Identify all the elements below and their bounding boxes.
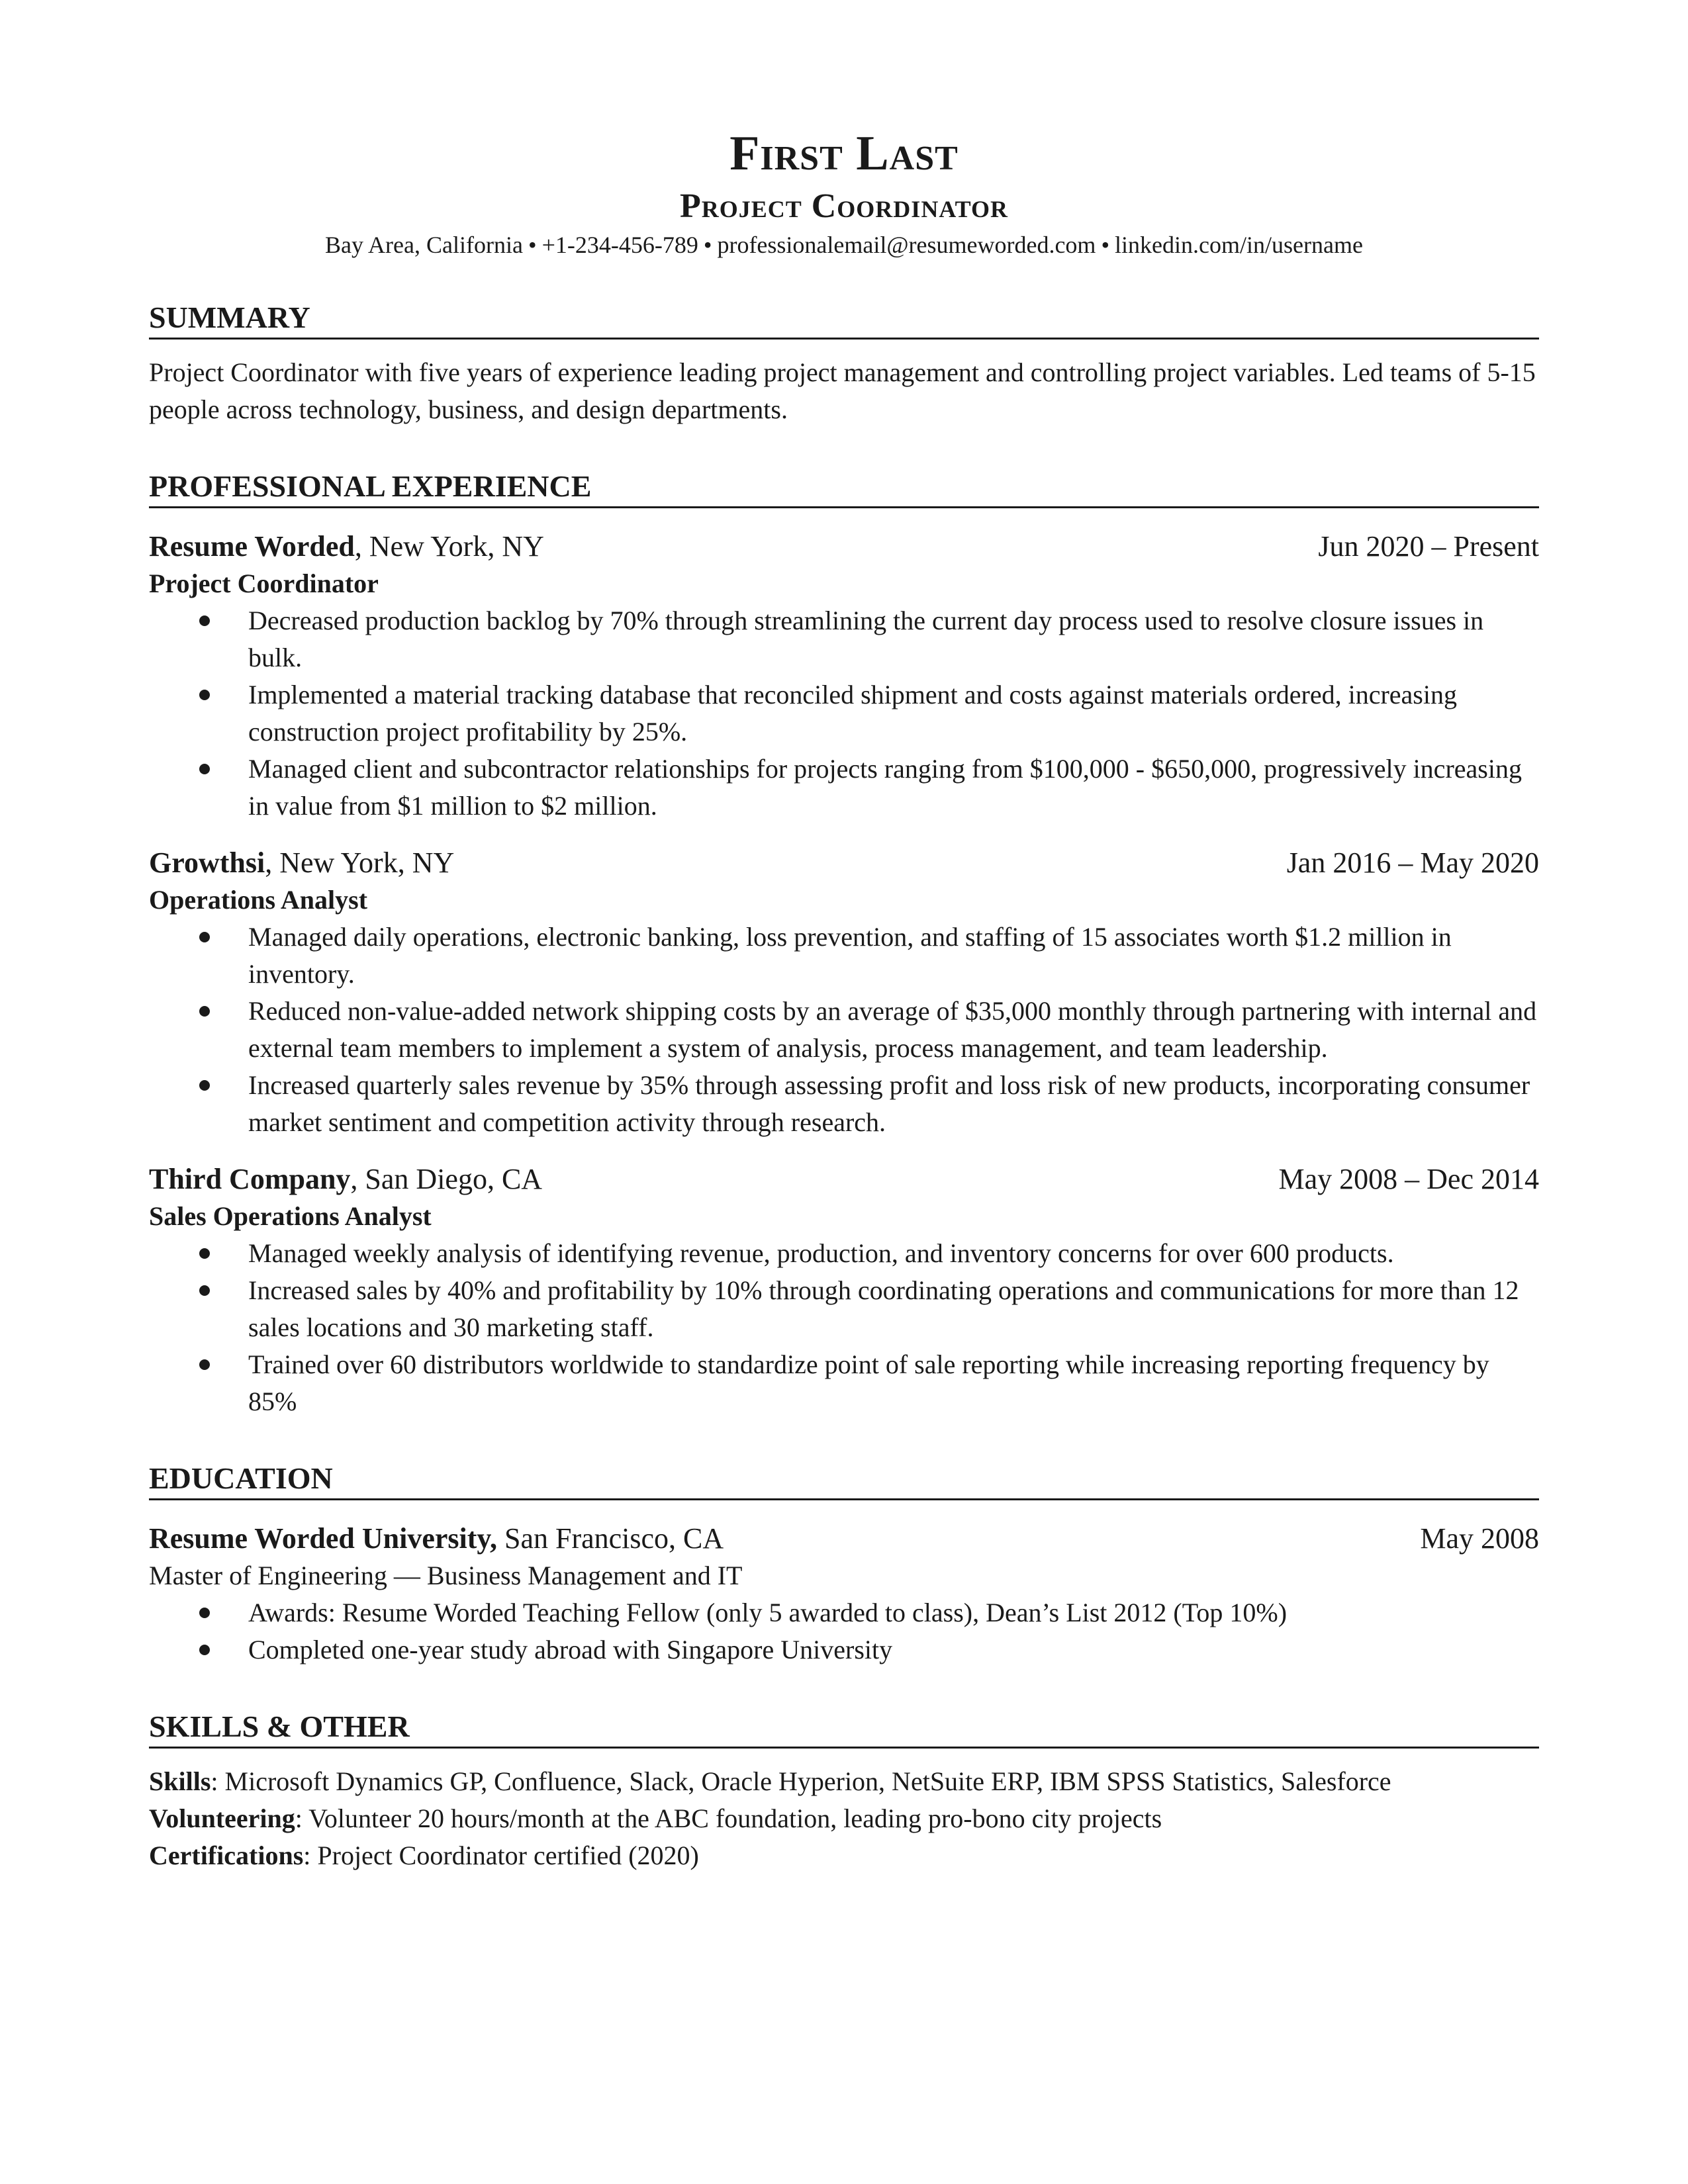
job-bullets xyxy=(149,1235,1539,1420)
summary-text: Project Coordinator with five years of experience leading project management and controlling project variables. Led teams of 5-15 people across technology, business, and design departments. xyxy=(149,357,1536,424)
list-item xyxy=(149,993,1539,1067)
list-item xyxy=(149,1631,1539,1668)
list-item xyxy=(149,1067,1539,1141)
education-location: San Francisco, CA xyxy=(496,1522,724,1555)
volunteering-key: Volunteering xyxy=(149,1803,295,1833)
job-header xyxy=(149,1161,1539,1198)
job-entry xyxy=(149,1161,1539,1420)
skills-line xyxy=(149,1763,1539,1800)
job-org-line xyxy=(149,1161,542,1198)
contact-separator: • xyxy=(703,232,712,258)
job-entry xyxy=(149,844,1539,1141)
skills-list xyxy=(149,1763,1539,1874)
education-entry xyxy=(149,1520,1539,1668)
list-item xyxy=(149,1346,1539,1420)
job-dates: Jan 2016 – May 2020 xyxy=(1286,846,1539,879)
contact-location: Bay Area, California xyxy=(325,232,523,258)
contact-separator: • xyxy=(528,232,537,258)
resume-page xyxy=(149,126,1539,1874)
job-position: Project Coordinator xyxy=(149,569,379,598)
bullet-icon xyxy=(199,1608,210,1618)
job-dates: Jun 2020 – Present xyxy=(1318,530,1539,563)
certifications-key: Certifications xyxy=(149,1841,304,1870)
list-item xyxy=(149,1235,1539,1272)
bullet-text: Managed weekly analysis of identifying revenue, production, and inventory concerns for over 600 products. xyxy=(248,1238,1394,1268)
bullet-icon xyxy=(199,690,210,700)
contact-separator: • xyxy=(1101,232,1110,258)
bullet-icon xyxy=(199,1080,210,1091)
certifications-line xyxy=(149,1837,1539,1874)
job-company: Third Company xyxy=(149,1163,351,1195)
summary-section xyxy=(149,300,1539,428)
volunteering-value: : Volunteer 20 hours/month at the ABC foundation, leading pro-bono city projects xyxy=(295,1803,1162,1833)
section-title-education: EDUCATION xyxy=(149,1461,1539,1500)
bullet-icon xyxy=(199,1359,210,1370)
job-header xyxy=(149,528,1539,565)
job-org-line xyxy=(149,528,544,565)
job-location: , San Diego, CA xyxy=(350,1163,543,1195)
section-title-skills: SKILLS & OTHER xyxy=(149,1709,1539,1749)
candidate-role: Project Coordinator xyxy=(679,187,1009,225)
bullet-text: Increased sales by 40% and profitability by 10% through coordinating operations and communications for more than 12 sales locations and 30 marketing staff. xyxy=(248,1275,1519,1342)
section-title-summary: SUMMARY xyxy=(149,300,1539,340)
bullet-icon xyxy=(199,615,210,626)
list-item xyxy=(149,751,1539,825)
list-item xyxy=(149,676,1539,751)
section-title-experience: PROFESSIONAL EXPERIENCE xyxy=(149,469,1539,508)
bullet-text: Managed daily operations, electronic banking, loss prevention, and staffing of 15 associates worth $1.2 million in inventory. xyxy=(248,922,1452,989)
education-section xyxy=(149,1461,1539,1668)
certifications-value: : Project Coordinator certified (2020) xyxy=(303,1841,699,1870)
job-bullets xyxy=(149,602,1539,825)
job-position: Operations Analyst xyxy=(149,885,368,915)
contact-phone: +1-234-456-789 xyxy=(541,232,698,258)
education-school: Resume Worded University, xyxy=(149,1522,497,1555)
list-item xyxy=(149,1272,1539,1346)
contact-linkedin: linkedin.com/in/username xyxy=(1115,232,1363,258)
bullet-icon xyxy=(199,1645,210,1655)
contact-email: professionalemail@resumeworded.com xyxy=(717,232,1096,258)
contact-line xyxy=(149,230,1539,259)
bullet-icon xyxy=(199,764,210,774)
candidate-name: First Last xyxy=(729,126,959,181)
bullet-icon xyxy=(199,1285,210,1296)
job-entry xyxy=(149,528,1539,825)
bullet-icon xyxy=(199,1248,210,1259)
skills-key: Skills xyxy=(149,1766,211,1796)
education-header xyxy=(149,1520,1539,1557)
education-degree: Master of Engineering — Business Management and IT xyxy=(149,1561,743,1590)
job-dates: May 2008 – Dec 2014 xyxy=(1278,1163,1539,1195)
job-company: Resume Worded xyxy=(149,530,355,563)
bullet-icon xyxy=(199,1006,210,1017)
skills-value: : Microsoft Dynamics GP, Confluence, Slack, Oracle Hyperion, NetSuite ERP, IBM SPSS Statistics, Salesforce xyxy=(211,1766,1391,1796)
education-org-line xyxy=(149,1520,724,1557)
experience-section xyxy=(149,469,1539,1420)
education-date: May 2008 xyxy=(1420,1522,1539,1555)
bullet-text: Decreased production backlog by 70% through streamlining the current day process used to resolve closure issues in bulk. xyxy=(248,606,1484,672)
job-location: , New York, NY xyxy=(354,530,544,563)
bullet-text: Implemented a material tracking database that reconciled shipment and costs against materials ordered, increasing construction project profitability by 25%. xyxy=(248,680,1457,747)
job-position: Sales Operations Analyst xyxy=(149,1201,432,1231)
bullet-text: Reduced non-value-added network shipping costs by an average of $35,000 monthly through partnering with internal and external team members to implement a system of analysis, process management, and team leadership. xyxy=(248,996,1537,1063)
job-bullets xyxy=(149,919,1539,1141)
bullet-text: Managed client and subcontractor relationships for projects ranging from $100,000 - $650,000, progressively increasing in value from $1 million to $2 million. xyxy=(248,754,1522,821)
job-location: , New York, NY xyxy=(265,846,455,879)
list-item xyxy=(149,919,1539,993)
volunteering-line xyxy=(149,1800,1539,1837)
list-item xyxy=(149,602,1539,676)
education-bullets xyxy=(149,1594,1539,1668)
job-company: Growthsi xyxy=(149,846,265,879)
bullet-icon xyxy=(199,932,210,942)
bullet-text: Increased quarterly sales revenue by 35% through assessing profit and loss risk of new products, incorporating consumer market sentiment and competition activity through research. xyxy=(248,1070,1530,1137)
list-item xyxy=(149,1594,1539,1631)
bullet-text: Awards: Resume Worded Teaching Fellow (only 5 awarded to class), Dean’s List 2012 (Top 10%) xyxy=(248,1598,1288,1627)
bullet-text: Trained over 60 distributors worldwide to standardize point of sale reporting while increasing reporting frequency by 85% xyxy=(248,1349,1489,1416)
job-org-line xyxy=(149,844,454,882)
bullet-text: Completed one-year study abroad with Singapore University xyxy=(248,1635,893,1664)
job-header xyxy=(149,844,1539,882)
skills-section xyxy=(149,1709,1539,1874)
